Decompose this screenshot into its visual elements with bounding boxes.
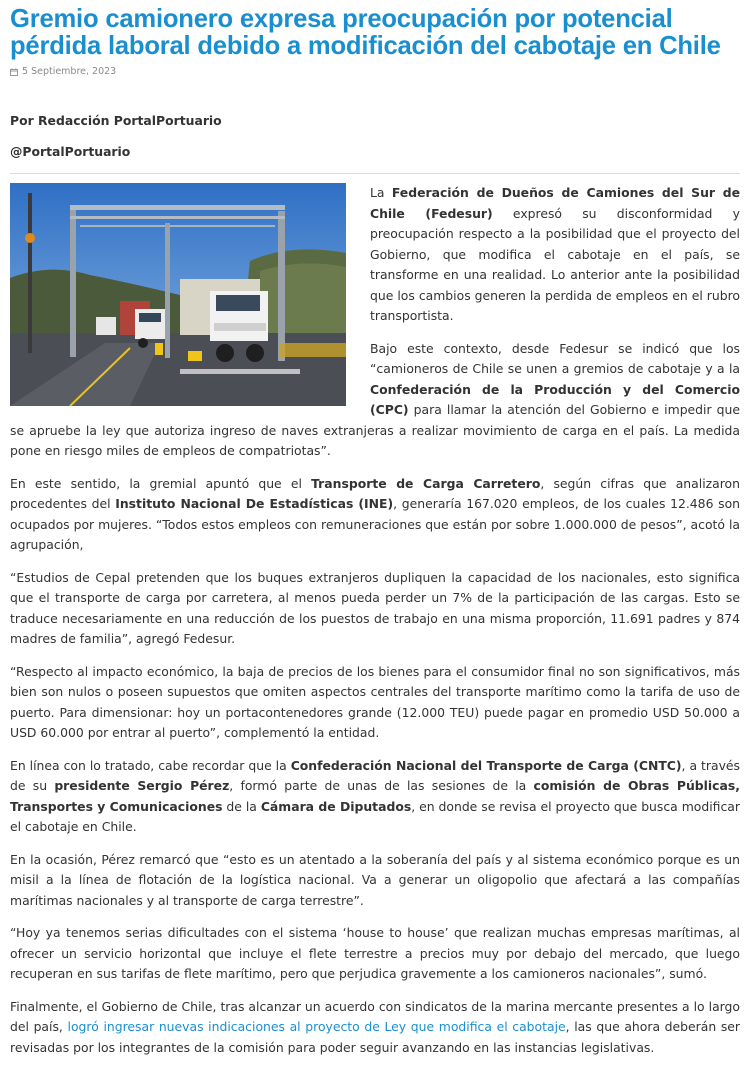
paragraph-3: En este sentido, la gremial apuntó que el Transporte de Carga Carretero, según cifras que analizaron procedentes del Instituto Nacional De Estadísticas (INE), generaría 167.020 empleos, de los cuales 12.486 son ocupados por mujeres. “Todos estos empleos con remuneraciones que están por sobre 1.000.000 de pesos”, acotó la agrupación, [10, 475, 740, 552]
paragraph-1: La Federación de Dueños de Camiones del Sur de Chile (Fedesur) expresó su disconformidad y preocupación respecto a la posibilidad que el proyecto del Gobierno, que modifica el cabotaje en el país, se transforme en una realidad. Lo anterior ante la posibilidad que los cambios generen la perdida de empleos en el rubro transportista. [370, 185, 741, 323]
cabotaje-bill-link[interactable]: logró ingresar nuevas indicaciones al proyecto de Ley que modifica el cabotaje [67, 1019, 566, 1034]
article-container [10, 0, 740, 1070]
publish-date-text: 5 Septiembre, 2023 [22, 66, 117, 77]
divider [10, 173, 740, 174]
author-handle: @PortalPortuario [10, 144, 131, 159]
article-body [10, 183, 740, 1058]
byline: Por Redacción PortalPortuario [10, 113, 222, 128]
paragraph-6: En línea con lo tratado, cabe recordar que la Confederación Nacional del Transporte de Carga (CNTC), a través de su presidente Sergio Pérez, formó parte de unas de las sesiones de la comisión de Obras Públicas, Transportes y Comunicaciones de la Cámara de Diputados, en donde se revisa el proyecto que busca modificar el cabotaje en Chile. [10, 757, 740, 834]
truck-port-gate-photo [10, 183, 346, 406]
article-title: Gremio camionero expresa preocupación por potencial pérdida laboral debido a modificación del cabotaje en Chile [10, 5, 721, 60]
paragraph-2: Bajo este contexto, desde Fedesur se indicó que los “camioneros de Chile se unen a gremios de cabotaje y a la Confederación de la Producción y del Comercio (CPC) para llamar la atención del Gobierno e impedir que se apruebe la ley que autoriza ingreso de naves extranjeras a realizar movimiento de carga en el país. La medida pone en riesgo miles de empleos de compatriotas”. [10, 340, 740, 458]
paragraph-4: “Estudios de Cepal pretenden que los buques extranjeros dupliquen la capacidad de los nacionales, esto significa que el transporte de carga por carretera, al menos pueda perder un 7% de la participación de las cargas. Esto se traduce necesariamente en una reducción de los puestos de trabajo en una misma proporción, 11.691 padres y 874 madres de familia”, agregó Fedesur. [10, 569, 740, 646]
calendar-icon [10, 68, 18, 76]
paragraph-8: “Hoy ya tenemos serias dificultades con el sistema ‘house to house’ que realizan muchas empresas marítimas, al ofrecer un servicio horizontal que incluye el flete terrestre a precios muy por debajo del mercado, que luego recuperan en sus tarifas de flete marítimo, pero que perjudica gravemente a los camioneros nacionales”, sumó. [10, 925, 740, 981]
publish-date [10, 66, 740, 77]
paragraph-9: Finalmente, el Gobierno de Chile, tras alcanzar un acuerdo con sindicatos de la marina mercante presentes a lo largo del país, logró ingresar nuevas indicaciones al proyecto de Ley que modifica el cabotaje, las que ahora deberán ser revisadas por los integrantes de la comisión para poder seguir avanzando en las instancias legislativas. [10, 998, 741, 1055]
paragraph-7: En la ocasión, Pérez remarcó que “esto es un atentado a la soberanía del país y al sistema económico porque es un misil a la línea de flotación de la logística nacional. Va a generar un oligopolio que afectará a las compañías marítimas nacionales y al transporte de carga terrestre”. [10, 851, 740, 908]
paragraph-5: “Respecto al impacto económico, la baja de precios de los bienes para el consumidor final no son significativos, más bien son nulos o poseen supuestos que omiten aspectos centrales del transporte marítimo como la tarifa de uso de puerto. Para dimensionar: hoy un portacontenedores grande (12.000 TEU) puede pagar en promedio USD 50.000 a USD 60.000 por entrar al puerto”, complementó la entidad. [10, 663, 740, 740]
